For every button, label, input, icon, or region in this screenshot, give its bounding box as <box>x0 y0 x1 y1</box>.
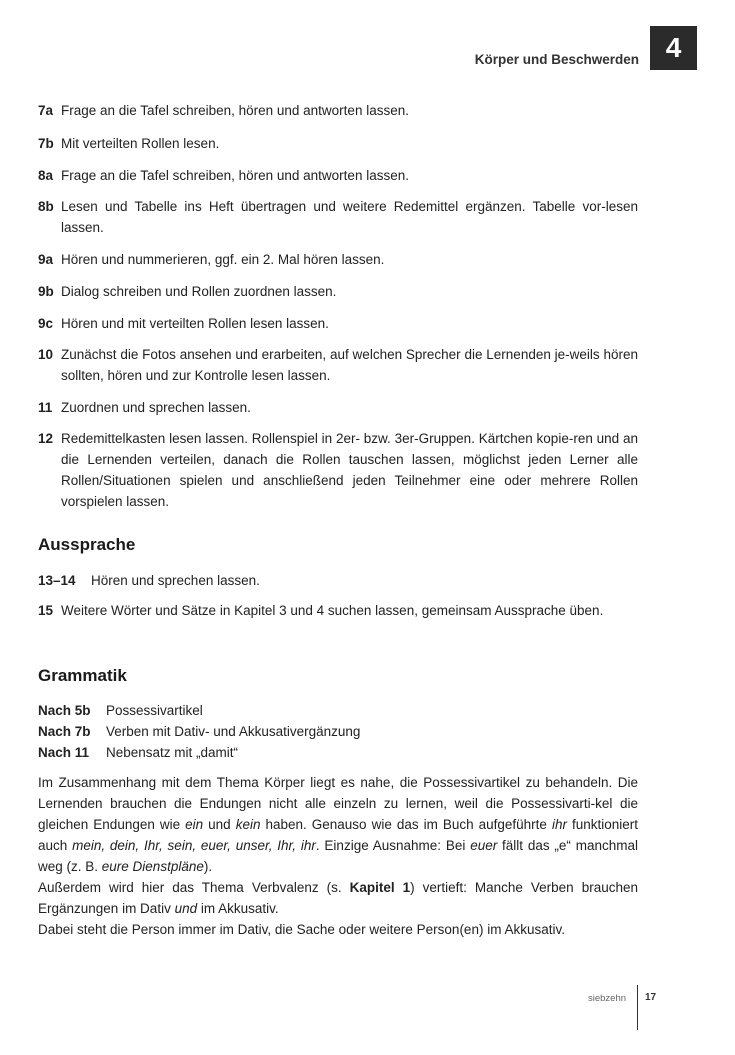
list-item <box>38 196 638 238</box>
text-run-italic: und <box>174 901 198 916</box>
item-number: 15 <box>38 603 54 618</box>
item-text: Lesen und Tabelle ins Heft übertragen und weitere Redemittel ergänzen. Tabelle vor-lesen lassen. <box>61 199 638 235</box>
grammar-row-label: Nach 7b <box>38 724 91 739</box>
page-number-word: siebzehn <box>588 993 627 1004</box>
item-number: 7b <box>38 136 54 151</box>
item-number: 11 <box>38 400 53 415</box>
grammar-row-text: Possessivartikel <box>106 703 203 718</box>
item-number: 9a <box>38 252 54 267</box>
section-heading-aussprache: Aussprache <box>38 535 136 554</box>
list-item <box>38 165 638 186</box>
item-number: 13–14 <box>38 573 76 588</box>
grammar-row-label: Nach 5b <box>38 703 91 718</box>
list-item <box>38 249 638 270</box>
text-run: . Einzige Ausnahme: Bei <box>315 838 471 853</box>
grammar-row-text: Nebensatz mit „damit“ <box>106 745 239 760</box>
item-number: 12 <box>38 431 54 446</box>
item-text: Hören und mit verteilten Rollen lesen lassen. <box>61 316 329 331</box>
text-run-italic: ihr <box>551 817 567 832</box>
item-text: Redemittelkasten lesen lassen. Rollenspiel in 2er- bzw. 3er-Gruppen. Kärtchen kopie-ren und an die Lernenden verteilen, danach die Rollen tauschen lassen, möglichst jeden Lerner alle Rollen/Situationen spielen und anschließend jeden Teilnehmer eine oder mehrere Rollen vorspielen lassen. <box>61 431 638 509</box>
text-run-bold: Kapitel 1 <box>349 880 411 895</box>
list-item <box>38 313 638 334</box>
text-run: ) vertieft: Manche Verben brauchen Ergänzungen im Dativ <box>38 880 638 916</box>
section-heading-grammatik: Grammatik <box>38 666 127 685</box>
text-run: und <box>203 817 236 832</box>
text-run: im Akkusativ. <box>197 901 279 916</box>
list-item <box>38 281 638 302</box>
text-run-italic: mein, dein, Ihr, sein, euer, unser, Ihr, ihr <box>72 838 316 853</box>
item-text: Frage an die Tafel schreiben, hören und antworten lassen. <box>61 103 409 118</box>
chapter-number-badge: 4 <box>650 26 697 70</box>
list-item <box>38 397 638 418</box>
grammar-row <box>38 700 203 721</box>
list-item <box>38 344 638 386</box>
item-number: 8a <box>38 168 54 183</box>
list-item <box>38 570 638 591</box>
list-item <box>38 100 638 121</box>
item-text: Hören und sprechen lassen. <box>91 573 260 588</box>
text-run: fällt das „e“ manchmal weg (z. B. <box>38 838 638 874</box>
item-text: Zunächst die Fotos ansehen und erarbeiten, auf welchen Sprecher die Lernenden je-weils hören sollten, hören und zur Kontrolle lesen lassen. <box>61 347 638 383</box>
item-number: 10 <box>38 347 54 362</box>
grammar-row-label: Nach 11 <box>38 745 90 760</box>
text-run-italic: euer <box>470 838 498 853</box>
text-run: ). <box>203 859 213 874</box>
grammar-paragraph: Dabei steht die Person immer im Dativ, die Sache oder weitere Person(en) im Akkusativ. <box>38 922 565 937</box>
item-text: Mit verteilten Rollen lesen. <box>61 136 220 151</box>
item-number: 9c <box>38 316 54 331</box>
text-run-italic: kein <box>235 817 261 832</box>
item-number: 8b <box>38 199 54 214</box>
grammar-paragraph <box>38 877 638 919</box>
item-text: Hören und nummerieren, ggf. ein 2. Mal hören lassen. <box>61 252 385 267</box>
page-number: 17 <box>645 992 657 1003</box>
text-run-italic: ein <box>185 817 204 832</box>
item-text: Zuordnen und sprechen lassen. <box>61 400 251 415</box>
text-run: haben. Genauso wie das im Buch aufgeführte <box>260 817 552 832</box>
text-run: Außerdem wird hier das Thema Verbvalenz (s. <box>38 880 350 895</box>
text-run: funktioniert auch <box>38 817 639 853</box>
item-number: 7a <box>38 103 54 118</box>
item-text: Frage an die Tafel schreiben, hören und antworten lassen. <box>61 168 409 183</box>
item-text: Weitere Wörter und Sätze in Kapitel 3 und 4 suchen lassen, gemeinsam Aussprache üben. <box>61 603 604 618</box>
list-item <box>38 428 638 512</box>
item-number: 9b <box>38 284 54 299</box>
grammar-paragraph <box>38 772 638 877</box>
grammar-row-text: Verben mit Dativ- und Akkusativergänzung <box>106 724 361 739</box>
item-text: Dialog schreiben und Rollen zuordnen lassen. <box>61 284 337 299</box>
running-header: Körper und Beschwerden <box>474 52 639 67</box>
footer-divider <box>637 985 638 1030</box>
text-run-italic: eure Dienstpläne <box>101 859 204 874</box>
list-item <box>38 600 638 621</box>
list-item <box>38 133 638 154</box>
grammar-row <box>38 742 238 763</box>
text-run: Im Zusammenhang mit dem Thema Körper liegt es nahe, die Possessivartikel zu behandeln. Die Lernenden brauchen die Endungen nicht alle einzeln zu lernen, weil die Possessivarti-kel die gleichen Endungen wie <box>38 775 638 832</box>
grammar-row <box>38 721 360 742</box>
